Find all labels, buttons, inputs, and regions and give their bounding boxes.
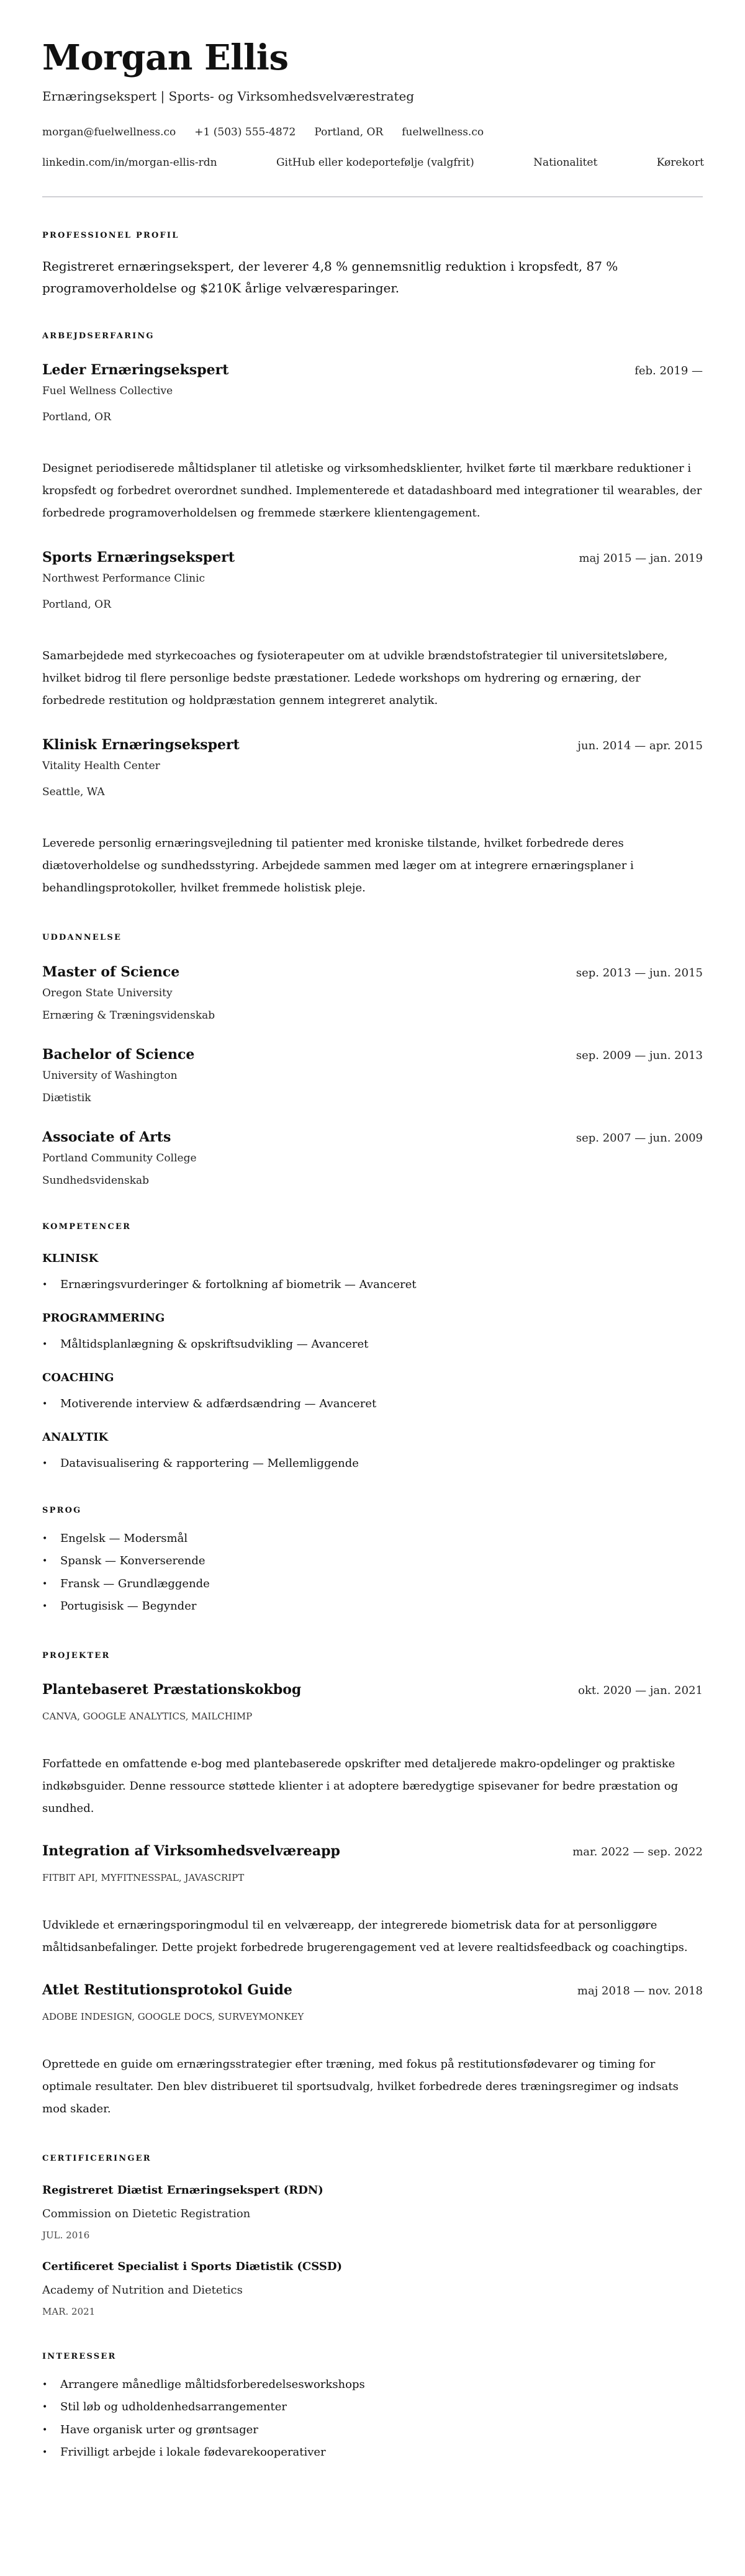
job-company: Northwest Performance Clinic [42, 572, 205, 585]
certification-date: MAR. 2021 [42, 2306, 96, 2318]
certification-date: JUL. 2016 [42, 2230, 90, 2241]
education-header [42, 963, 703, 981]
project-description: Oprettede en guide om ernæringsstrategier efter træning, med fokus på restitutionsfødevarer og timing for optimale resultater. Den blev distribueret til sportsudvalg, hvilket forbedrede deres træningsregimer og indsats mod skader. [42, 2058, 679, 2116]
job-dates: jun. 2014 — apr. 2015 [577, 739, 703, 752]
project-header [42, 1680, 703, 1699]
profile-summary: Registreret ernæringsekspert, der leverer 4,8 % gennemsnitlig reduktion i kropsfedt, 87 % programoverholdelse og $210K årlige velværesparinger. [42, 259, 618, 295]
section-heading: ARBEJDSERFARING [42, 331, 155, 341]
education-header [42, 1128, 703, 1146]
language-item: • Portugisisk — Begynder [42, 1595, 703, 1618]
contact-email[interactable]: morgan@fuelwellness.co [42, 126, 176, 138]
job-description: Leverede personlig ernæringsvejledning til patienter med kroniske tilstande, hvilket forbedrede deres diætoverholdelse og sundhedsstyring. Arbejdede sammen med læger om at integrere ernæringsplaner i behandlingsprotokoller, hvilket fremmede holistisk pleje. [42, 837, 634, 894]
contact-website[interactable]: fuelwellness.co [402, 126, 484, 138]
certification-issuer: Academy of Nutrition and Dietetics [42, 2284, 243, 2297]
experience-section [42, 331, 703, 899]
interest-item: • Frivilligt arbejde i lokale fødevarekooperativer [42, 2441, 703, 2464]
job-header [42, 548, 703, 567]
certification-issuer: Commission on Dietetic Registration [42, 2207, 251, 2221]
certification-entry [42, 2258, 703, 2318]
certification-entry [42, 2182, 703, 2242]
section-heading: UDDANNELSE [42, 933, 122, 942]
candidate-name: Morgan Ellis [42, 37, 289, 78]
project-entry [42, 1842, 703, 1959]
field-of-study: Ernæring & Træningsvidenskab [42, 1009, 215, 1022]
skills-section [42, 1222, 703, 1472]
project-tech-stack: FITBIT API, MYFITNESSPAL, JAVASCRIPT [42, 1872, 245, 1884]
skill-category: COACHING [42, 1371, 114, 1384]
resume-header [42, 37, 703, 197]
job-entry [42, 548, 703, 712]
field-of-study: Diætistik [42, 1092, 91, 1104]
certification-title: Certificeret Specialist i Sports Diætistik (CSSD) [42, 2260, 342, 2274]
education-dates: sep. 2013 — jun. 2015 [576, 966, 703, 980]
education-entry [42, 1128, 703, 1189]
job-description: Samarbejdede med styrkecoaches og fysioterapeuter om at udvikle brændstofstrategier til universitetsløbere, hvilket bidrog til flere personlige bedste præstationer. Ledede workshops om hydrering og ernæring, der forbedrede restitution og holdpræstation gennem integreret analytik. [42, 649, 668, 707]
language-item: • Engelsk — Modersmål [42, 1528, 703, 1550]
education-dates: sep. 2009 — jun. 2013 [576, 1049, 703, 1062]
skill-item: • Ernæringsvurderinger & fortolkning af biometrik — Avanceret [42, 1276, 703, 1294]
resume-page [0, 37, 745, 2464]
institution-name: University of Washington [42, 1070, 178, 1082]
job-location: Portland, OR [42, 411, 111, 423]
skill-item: • Måltidsplanlægning & opskriftsudvikling — Avanceret [42, 1336, 703, 1353]
project-tech-stack: CANVA, GOOGLE ANALYTICS, MAILCHIMP [42, 1711, 253, 1723]
project-dates: mar. 2022 — sep. 2022 [572, 1845, 703, 1859]
education-entry [42, 1045, 703, 1106]
field-of-study: Sundhedsvidenskab [42, 1174, 150, 1187]
language-item: • Fransk — Grundlæggende [42, 1573, 703, 1595]
job-title: Leder Ernæringsekspert [42, 362, 229, 378]
skill-category: KLINISK [42, 1252, 99, 1265]
job-header [42, 736, 703, 754]
skill-item: • Datavisualisering & rapportering — Mellemliggende [42, 1455, 703, 1472]
job-company: Fuel Wellness Collective [42, 385, 173, 397]
job-title: Sports Ernæringsekspert [42, 549, 235, 565]
section-heading: CERTIFICERINGER [42, 2154, 151, 2164]
interest-list [42, 2374, 703, 2464]
header-divider [42, 196, 703, 197]
project-title: Integration af Virksomhedsvelværeapp [42, 1843, 340, 1860]
candidate-headline: Ernæringsekspert | Sports- og Virksomhedsvelværestrateg [42, 89, 415, 104]
interest-item: • Arrangere månedlige måltidsforberedelsesworkshops [42, 2374, 703, 2396]
contact-nationality: Nationalitet [533, 156, 598, 169]
institution-name: Portland Community College [42, 1152, 197, 1164]
job-dates: maj 2015 — jan. 2019 [579, 552, 703, 565]
institution-name: Oregon State University [42, 987, 173, 999]
project-title: Plantebaseret Præstationskokbog [42, 1682, 302, 1698]
interest-item: • Stil løb og udholdenhedsarrangementer [42, 2396, 703, 2418]
education-section [42, 932, 703, 1189]
skill-list [42, 1455, 703, 1472]
degree-title: Master of Science [42, 964, 180, 980]
section-heading: PROFESSIONEL PROFIL [42, 231, 179, 240]
job-entry [42, 361, 703, 525]
section-heading: PROJEKTER [42, 1651, 111, 1661]
job-dates: feb. 2019 — [634, 364, 703, 377]
job-description: Designet periodiserede måltidsplaner til atletiske og virksomhedsklienter, hvilket førte til mærkbare reduktioner i kropsfedt og forbedret overordnet sundhed. Implementerede et datadashboard med integrationer til wearables, der forbedrede programoverholdelsen og fremmede stærkere klientengagement. [42, 462, 702, 520]
project-title: Atlet Restitutionsprotokol Guide [42, 1982, 292, 1999]
contact-github[interactable]: GitHub eller kodeportefølje (valgfrit) [276, 156, 474, 169]
job-title: Klinisk Ernæringsekspert [42, 737, 240, 753]
skill-category: PROGRAMMERING [42, 1312, 165, 1325]
project-entry [42, 1680, 703, 1820]
project-description: Udviklede et ernæringsporingmodul til en velværeapp, der integrerede biometrisk data for at personliggøre måltidsanbefalinger. Dette projekt forbedrede brugerengagement ved at levere realtidsfeedback og coachingtips. [42, 1919, 688, 1955]
project-tech-stack: ADOBE INDESIGN, GOOGLE DOCS, SURVEYMONKEY [42, 2011, 304, 2023]
education-header [42, 1045, 703, 1064]
job-location: Seattle, WA [42, 786, 105, 798]
projects-section [42, 1651, 703, 2120]
profile-section [42, 230, 703, 299]
section-heading: INTERESSER [42, 2352, 117, 2362]
contact-drivers-license: Kørekort [656, 156, 704, 169]
certification-title: Registreret Diætist Ernæringsekspert (RDN) [42, 2184, 323, 2197]
section-heading: SPROG [42, 1506, 82, 1515]
contact-row [42, 155, 704, 171]
languages-section [42, 1505, 703, 1618]
education-dates: sep. 2007 — jun. 2009 [576, 1132, 703, 1145]
project-entry [42, 1981, 703, 2120]
degree-title: Associate of Arts [42, 1129, 171, 1145]
contact-phone[interactable]: +1 (503) 555-4872 [194, 126, 296, 138]
job-location: Portland, OR [42, 598, 111, 611]
contact-location: Portland, OR [314, 126, 384, 138]
project-dates: okt. 2020 — jan. 2021 [578, 1684, 703, 1698]
contact-linkedin[interactable]: linkedin.com/in/morgan-ellis-rdn [42, 156, 217, 169]
project-description: Forfattede en omfattende e-bog med plantebaserede opskrifter med detaljerede makro-opdelinger og praktiske indkøbsguider. Denne ressource støttede klienter i at adoptere bæredygtige spisevaner for bedre præstation og sundhed. [42, 1757, 679, 1816]
language-item: • Spansk — Konverserende [42, 1550, 703, 1572]
project-header [42, 1981, 703, 1999]
job-header [42, 361, 703, 379]
contact-row [42, 124, 703, 140]
section-heading: KOMPETENCER [42, 1222, 132, 1232]
project-dates: maj 2018 — nov. 2018 [577, 1984, 703, 1998]
skill-list [42, 1276, 703, 1294]
degree-title: Bachelor of Science [42, 1047, 195, 1063]
certifications-section [42, 2153, 703, 2318]
job-entry [42, 736, 703, 899]
project-header [42, 1842, 703, 1860]
interest-item: • Have organisk urter og grøntsager [42, 2419, 703, 2441]
language-list [42, 1528, 703, 1618]
skill-list [42, 1395, 703, 1413]
skill-item: • Motiverende interview & adfærdsændring — Avanceret [42, 1395, 703, 1413]
skill-list [42, 1336, 703, 1353]
skill-category: ANALYTIK [42, 1431, 109, 1444]
interests-section [42, 2351, 703, 2464]
job-company: Vitality Health Center [42, 760, 160, 772]
education-entry [42, 963, 703, 1024]
